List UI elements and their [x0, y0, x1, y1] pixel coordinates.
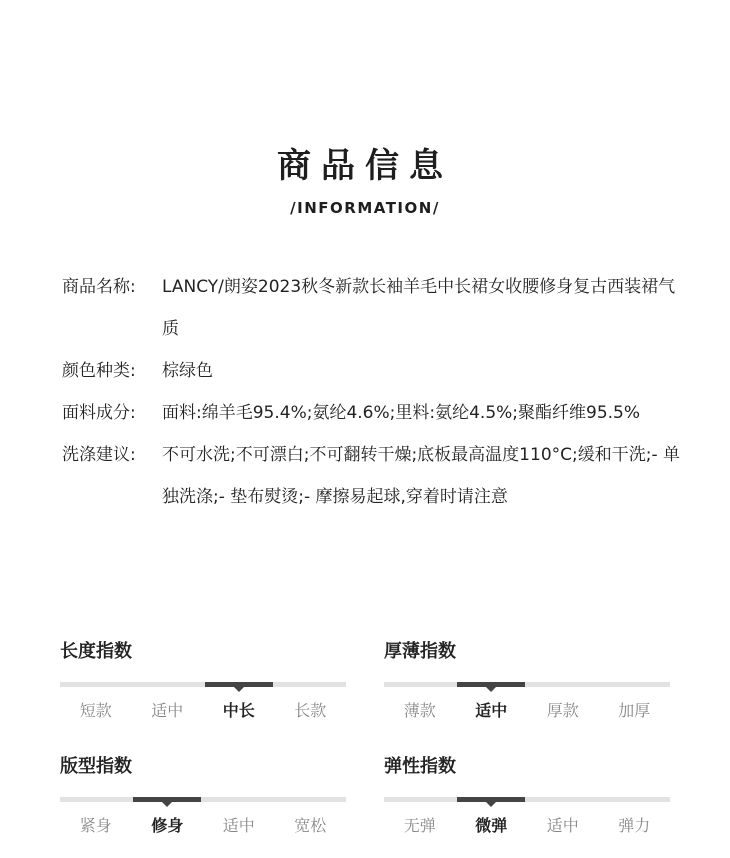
page-title: 商品信息 — [277, 146, 453, 186]
info-value: 不可水洗;不可漂白;不可翻转干燥;底板最高温度110°C;缓和干洗;- 单独洗涤;- 垫布熨烫;- 摩擦易起球,穿着时请注意 — [162, 445, 680, 507]
index-option: 弹力 — [618, 816, 651, 835]
index-option: 修身 — [151, 816, 184, 835]
index-option: 短款 — [79, 701, 112, 720]
index-scale-bar — [60, 797, 346, 802]
index-option: 薄款 — [403, 701, 436, 720]
index-option: 适中 — [151, 701, 184, 720]
info-value: 棕绿色 — [162, 361, 213, 381]
info-row-washing — [62, 434, 682, 518]
index-title: 长度指数 — [60, 641, 132, 662]
product-info-list — [62, 266, 682, 518]
index-title: 厚薄指数 — [384, 641, 456, 662]
index-option: 长款 — [294, 701, 327, 720]
index-scale-bar — [384, 682, 670, 687]
index-scale-marker — [457, 797, 525, 802]
info-label: 商品名称: — [62, 277, 136, 297]
thickness-index — [384, 640, 670, 723]
info-row-fabric — [62, 392, 682, 434]
index-option: 厚款 — [546, 701, 579, 720]
info-row-name — [62, 266, 682, 350]
index-option: 适中 — [546, 816, 579, 835]
index-options — [60, 814, 346, 838]
length-index — [60, 640, 346, 723]
index-scale-marker — [205, 682, 273, 687]
index-option: 宽松 — [294, 816, 327, 835]
index-scale-bar — [384, 797, 670, 802]
index-option: 紧身 — [79, 816, 112, 835]
index-options — [384, 699, 670, 723]
index-scale-marker — [457, 682, 525, 687]
elasticity-index — [384, 755, 670, 838]
info-label: 颜色种类: — [62, 361, 136, 381]
info-value: 面料:绵羊毛95.4%;氨纶4.6%;里料:氨纶4.5%;聚酯纤维95.5% — [162, 403, 641, 423]
index-option: 加厚 — [618, 701, 651, 720]
index-option: 微弹 — [475, 816, 508, 835]
index-scale-bar — [60, 682, 346, 687]
info-label: 面料成分: — [62, 403, 136, 423]
index-scale-marker — [133, 797, 201, 802]
index-title: 弹性指数 — [384, 756, 456, 777]
info-row-color — [62, 350, 682, 392]
index-title: 版型指数 — [60, 756, 132, 777]
fit-index — [60, 755, 346, 838]
index-option: 无弹 — [403, 816, 436, 835]
page-subtitle: /INFORMATION/ — [290, 199, 440, 217]
info-label: 洗涤建议: — [62, 445, 136, 465]
info-value: LANCY/朗姿2023秋冬新款长袖羊毛中长裙女收腰修身复古西装裙气质 — [162, 277, 676, 339]
index-option: 适中 — [222, 816, 255, 835]
index-options — [384, 814, 670, 838]
index-options — [60, 699, 346, 723]
index-option: 中长 — [222, 701, 255, 720]
index-option: 适中 — [475, 701, 508, 720]
